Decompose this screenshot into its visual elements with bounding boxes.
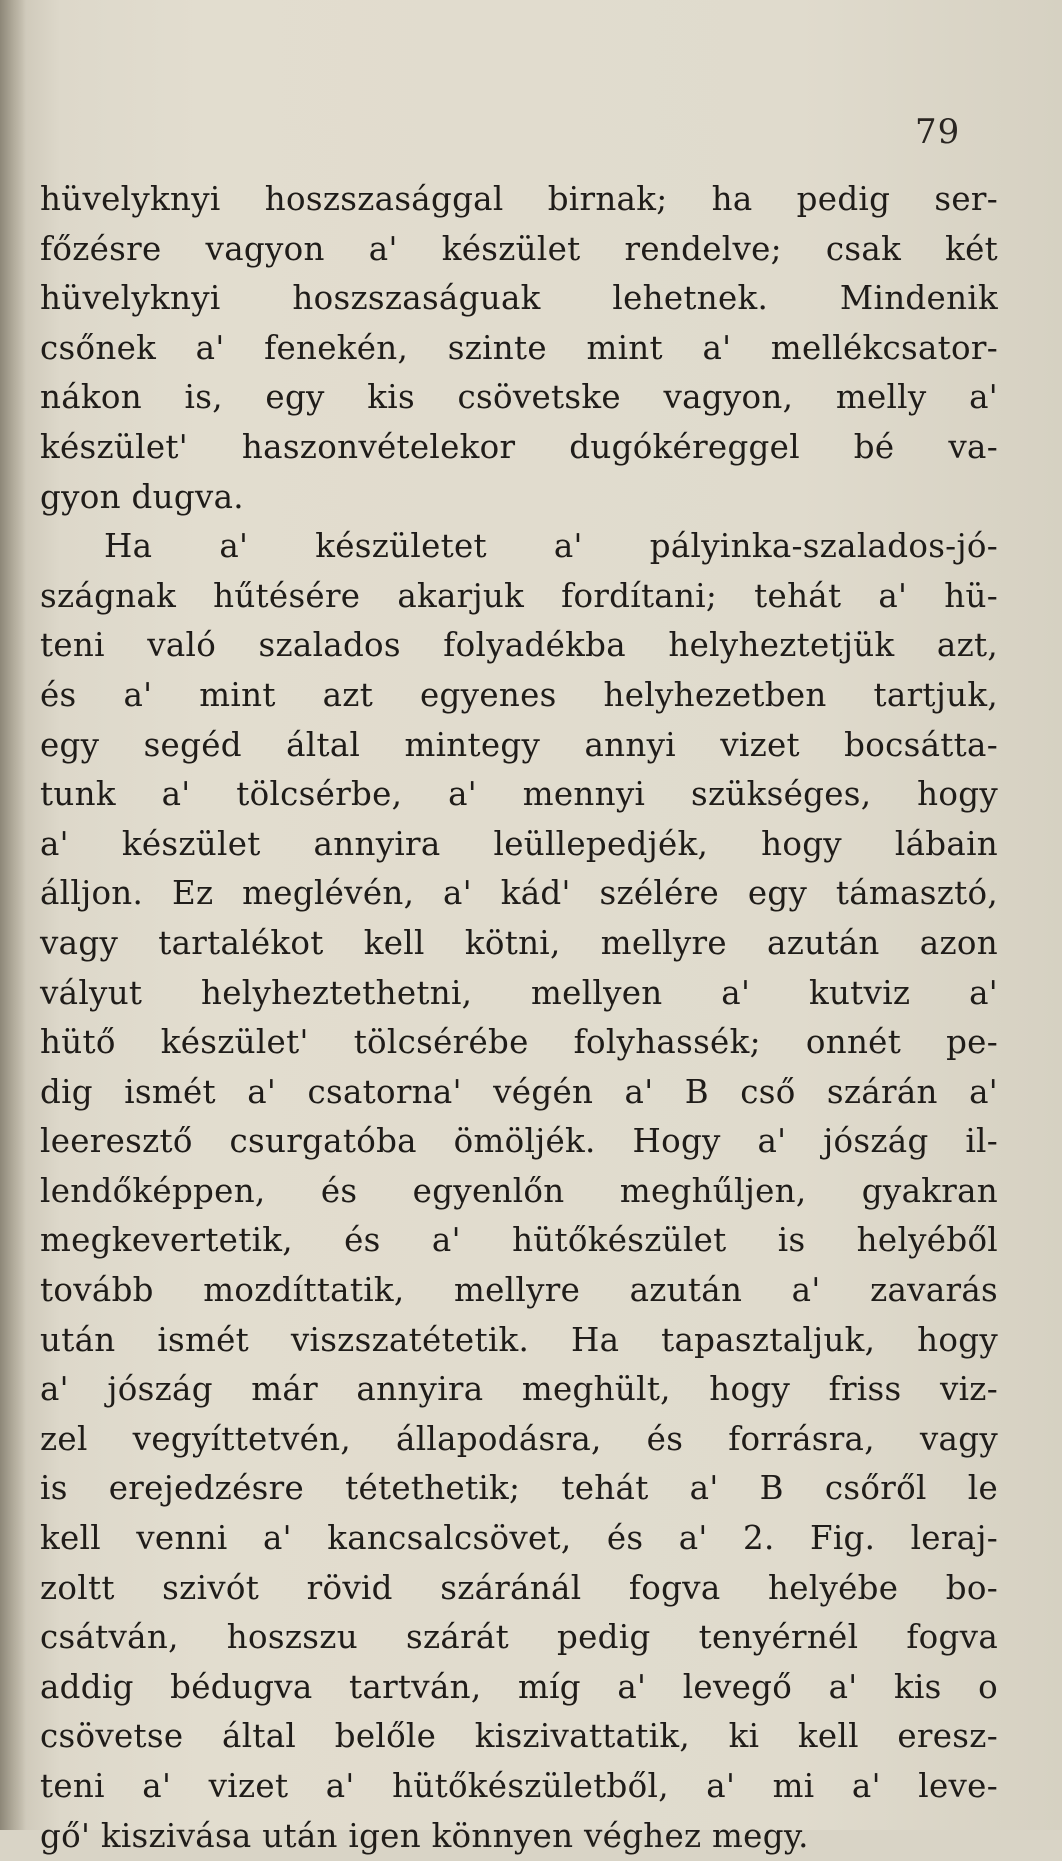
text-line: csátván, hoszszu szárát pedig tenyérnél fogva	[40, 1618, 998, 1657]
text-line: hüvelyknyi hoszszasággal birnak; ha pedig ser-	[40, 180, 998, 218]
text-line: vályut helyheztethetni, mellyen a' kutviz a'	[40, 973, 998, 1012]
text-line: szágnak hűtésére akarjuk fordítani; tehát a' hü-	[40, 576, 998, 615]
text-line: után ismét viszszatétetik. Ha tapasztaljuk, hogy	[40, 1320, 998, 1359]
text-line: hütő készület' tölcsérébe folyhassék; onnét pe-	[40, 1023, 998, 1062]
text-line: is erejedzésre tétethetik; tehát a' B csőről le	[40, 1469, 998, 1508]
text-line: a' jószág már annyira meghült, hogy friss viz-	[40, 1370, 998, 1409]
text-line: csövetse által belőle kiszivattatik, ki kell eresz-	[40, 1717, 998, 1756]
text-line: Ha a' készületet a' pályinka-szalados-jó-	[104, 527, 998, 566]
text-line: főzésre vagyon a' készület rendelve; csak két	[40, 229, 998, 268]
text-line: kell venni a' kancsalcsövet, és a' 2. Fig. leraj-	[40, 1519, 998, 1558]
text-line: csőnek a' fenekén, szinte mint a' mellékcsator-	[40, 328, 998, 367]
text-line: lendőképpen, és egyenlőn meghűljen, gyakran	[40, 1171, 998, 1210]
text-line: és a' mint azt egyenes helyhezetben tartjuk,	[40, 675, 998, 714]
text-line: gyon dugva.	[40, 477, 244, 516]
text-line: vagy tartalékot kell kötni, mellyre azután azon	[40, 923, 998, 962]
text-line: teni a' vizet a' hütőkészületből, a' mi a' leve-	[40, 1767, 998, 1805]
page-number: 79	[915, 112, 961, 152]
text-line: a' készület annyira leüllepedjék, hogy lábain	[40, 824, 998, 863]
text-line: hüvelyknyi hoszszaságuak lehetnek. Mindenik	[40, 279, 998, 318]
text-line: zoltt szivót rövid száránál fogva helyébe bo-	[40, 1568, 998, 1607]
text-line: gő' kiszivása után igen könnyen véghez megy.	[40, 1816, 809, 1855]
body-text	[40, 175, 998, 1861]
text-line: tovább mozdíttatik, mellyre azután a' zavarás	[40, 1271, 998, 1310]
text-line: leeresztő csurgatóba ömöljék. Hogy a' jószág il-	[40, 1122, 998, 1161]
text-line: dig ismét a' csatorna' végén a' B cső szárán a'	[40, 1072, 998, 1111]
binding-shadow	[0, 0, 26, 1830]
text-line: nákon is, egy kis csövetske vagyon, melly a'	[40, 378, 998, 417]
text-line: addig bédugva tartván, míg a' levegő a' kis o	[40, 1667, 998, 1706]
text-line: egy segéd által mintegy annyi vizet bocsátta-	[40, 725, 998, 764]
text-line: teni való szalados folyadékba helyheztetjük azt,	[40, 626, 998, 665]
text-line: készület' haszonvételekor dugókéreggel bé va-	[40, 427, 998, 466]
text-line: tunk a' tölcsérbe, a' mennyi szükséges, hogy	[40, 775, 998, 814]
text-line: megkevertetik, és a' hütőkészület is helyéből	[40, 1221, 998, 1260]
text-line: zel vegyíttetvén, állapodásra, és forrásra, vagy	[40, 1419, 998, 1458]
text-line: álljon. Ez meglévén, a' kád' szélére egy támasztó,	[40, 874, 998, 913]
